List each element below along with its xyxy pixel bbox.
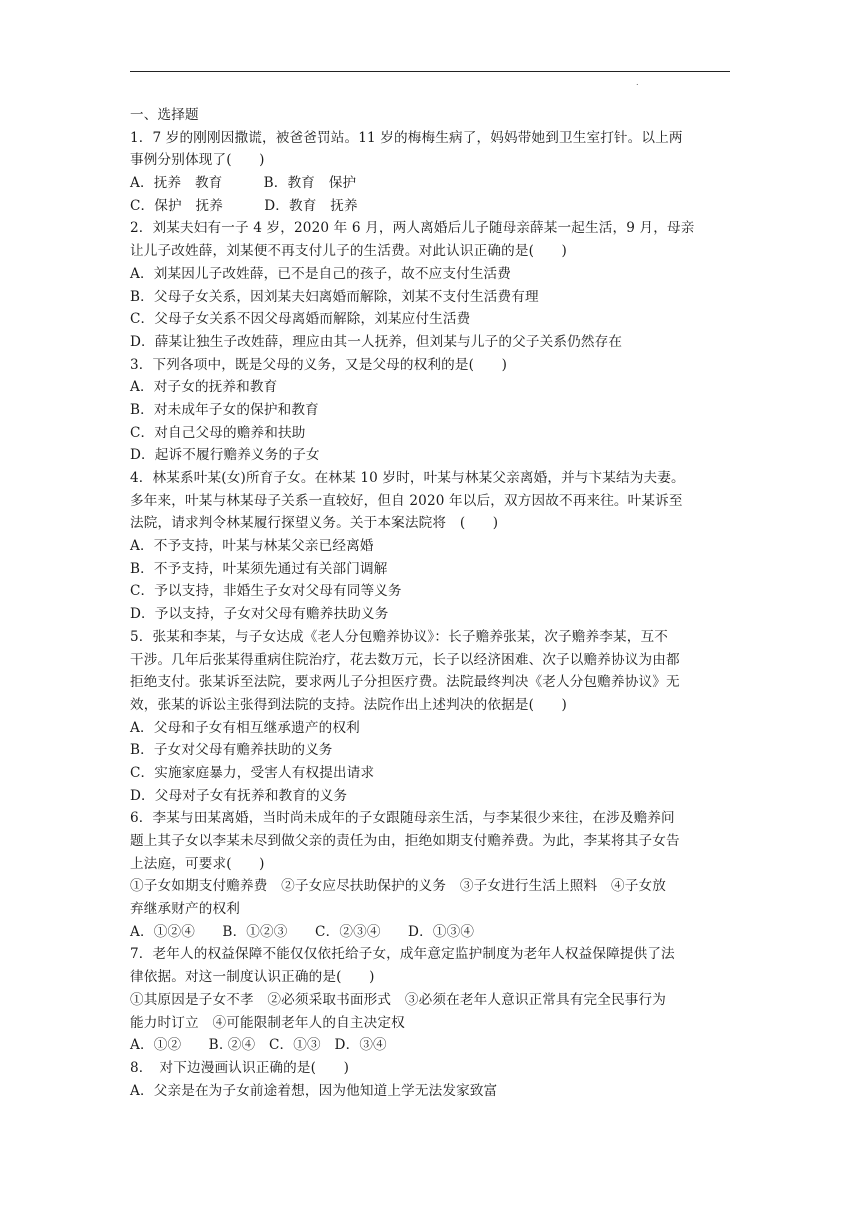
q7-statements: 能力时订立 ④可能限制老年人的自主决定权 xyxy=(130,1014,405,1031)
q8-stem: 8． 对下边漫画认识正确的是( ) xyxy=(130,1059,350,1076)
q2-option-d: D．薛某让独生子改姓薛，理应由其一人抚养，但刘某与儿子的父子关系仍然存在 xyxy=(130,333,623,350)
section-heading: 一、选择题 xyxy=(130,107,199,123)
q1-stem: 事例分别体现了( ) xyxy=(130,152,265,169)
q4-option-c: C．予以支持，非婚生子女对父母有同等义务 xyxy=(130,583,402,600)
q6-statements: 弃继承财产的权利 xyxy=(130,901,240,918)
q2-stem: 2．刘某夫妇有一子 4 岁，2020 年 6 月，两人离婚后儿子随母亲薛某一起生活，9 月，母亲 xyxy=(130,220,695,237)
q1-options: C．保护 抚养 D．教育 抚养 xyxy=(130,197,358,214)
q6-options: A．①②④ B．①②③ C．②③④ D．①③④ xyxy=(130,923,475,940)
q8-option-a: A．父亲是在为子女前途着想，因为他知道上学无法发家致富 xyxy=(130,1082,498,1099)
q4-stem: 4．林某系叶某(女)所育子女。在林某 10 岁时，叶某与林某父亲离婚，并与卞某结为夫妻。 xyxy=(130,470,685,486)
q2-option-c: C．父母子女关系不因父母离婚而解除，刘某应付生活费 xyxy=(130,311,471,328)
q5-stem: 干涉。几年后张某得重病住院治疗，花去数万元，长子以经济困难、次子以赡养协议为由都 xyxy=(130,651,680,668)
q4-stem: 多年来，叶某与林某母子关系一直较好，但自 2020 年以后，双方因故不再来往。叶某诉至 xyxy=(130,492,683,509)
q3-option-b: B．对未成年子女的保护和教育 xyxy=(130,401,319,418)
q7-stem: 律依据。对这一制度认识正确的是( ) xyxy=(130,969,375,986)
q3-stem: 3．下列各项中，既是父母的义务，又是父母的权利的是( ) xyxy=(130,356,508,373)
q5-option-b: B．子女对父母有赡养扶助的义务 xyxy=(130,742,333,759)
q5-stem: 拒绝支付。张某诉至法院，要求两儿子分担医疗费。法院最终判决《老人分包赡养协议》无 xyxy=(130,674,680,691)
q7-options: A．①② B. ②④ C．①③ D．③④ xyxy=(130,1037,387,1054)
q6-statements: ①子女如期支付赡养费 ②子女应尽扶助保护的义务 ③子女进行生活上照料 ④子女放 xyxy=(130,878,667,895)
q3-option-d: D．起诉不履行赡养义务的子女 xyxy=(130,447,320,464)
q7-statements: ①其原因是子女不孝 ②必须采取书面形式 ③必须在老年人意识正常具有完全民事行为 xyxy=(130,991,667,1008)
header-rule xyxy=(130,71,730,72)
q6-stem: 题上其子女以李某未尽到做父亲的责任为由，拒绝如期支付赡养费。为此，李某将其子女告 xyxy=(130,833,680,849)
q3-option-c: C．对自己父母的赡养和扶助 xyxy=(130,424,306,441)
q4-option-a: A．不予支持，叶某与林某父亲已经离婚 xyxy=(130,538,374,555)
q4-option-d: D．予以支持，子女对父母有赡养扶助义务 xyxy=(130,606,389,623)
q2-option-a: A．刘某因儿子改姓薛，已不是自己的孩子，故不应支付生活费 xyxy=(130,265,512,282)
q2-stem: 让儿子改姓薛，刘某便不再支付儿子的生活费。对此认识正确的是( ) xyxy=(130,243,567,260)
q4-stem: 法院，请求判令林某履行探望义务。关于本案法院将 ( ) xyxy=(130,515,499,532)
q1-options: A．抚养 教育 B．教育 保护 xyxy=(130,175,357,192)
q5-option-c: C．实施家庭暴力，受害人有权提出请求 xyxy=(130,764,375,781)
q5-stem: 效，张某的诉讼主张得到法院的支持。法院作出上述判决的依据是( ) xyxy=(130,696,567,713)
q6-stem: 上法庭，可要求( ) xyxy=(130,855,265,872)
q5-option-a: A．父母和子女有相互继承遗产的权利 xyxy=(130,719,360,736)
q3-option-a: A．对子女的抚养和教育 xyxy=(130,379,278,396)
document-body xyxy=(130,104,735,1102)
q1-stem: 1．7 岁的刚刚因撒谎，被爸爸罚站。11 岁的梅梅生病了，妈妈带她到卫生室打针。以上两 xyxy=(130,129,683,146)
q6-stem: 6．李某与田某离婚，当时尚未成年的子女跟随母亲生活，与李某很少来往，在涉及赡养问 xyxy=(130,810,675,827)
q5-stem: 5．张某和李某，与子女达成《老人分包赡养协议》：长子赡养张某，次子赡养李某，互不 xyxy=(130,628,669,645)
header-dot: . xyxy=(636,78,639,87)
q2-option-b: B．父母子女关系，因刘某夫妇离婚而解除，刘某不支付生活费有理 xyxy=(130,288,539,305)
q4-option-b: B．不予支持，叶某须先通过有关部门调解 xyxy=(130,560,388,577)
q5-option-d: D．父母对子女有抚养和教育的义务 xyxy=(130,787,348,804)
q7-stem: 7．老年人的权益保障不能仅仅依托给子女，成年意定监护制度为老年人权益保障提供了法 xyxy=(130,946,675,963)
